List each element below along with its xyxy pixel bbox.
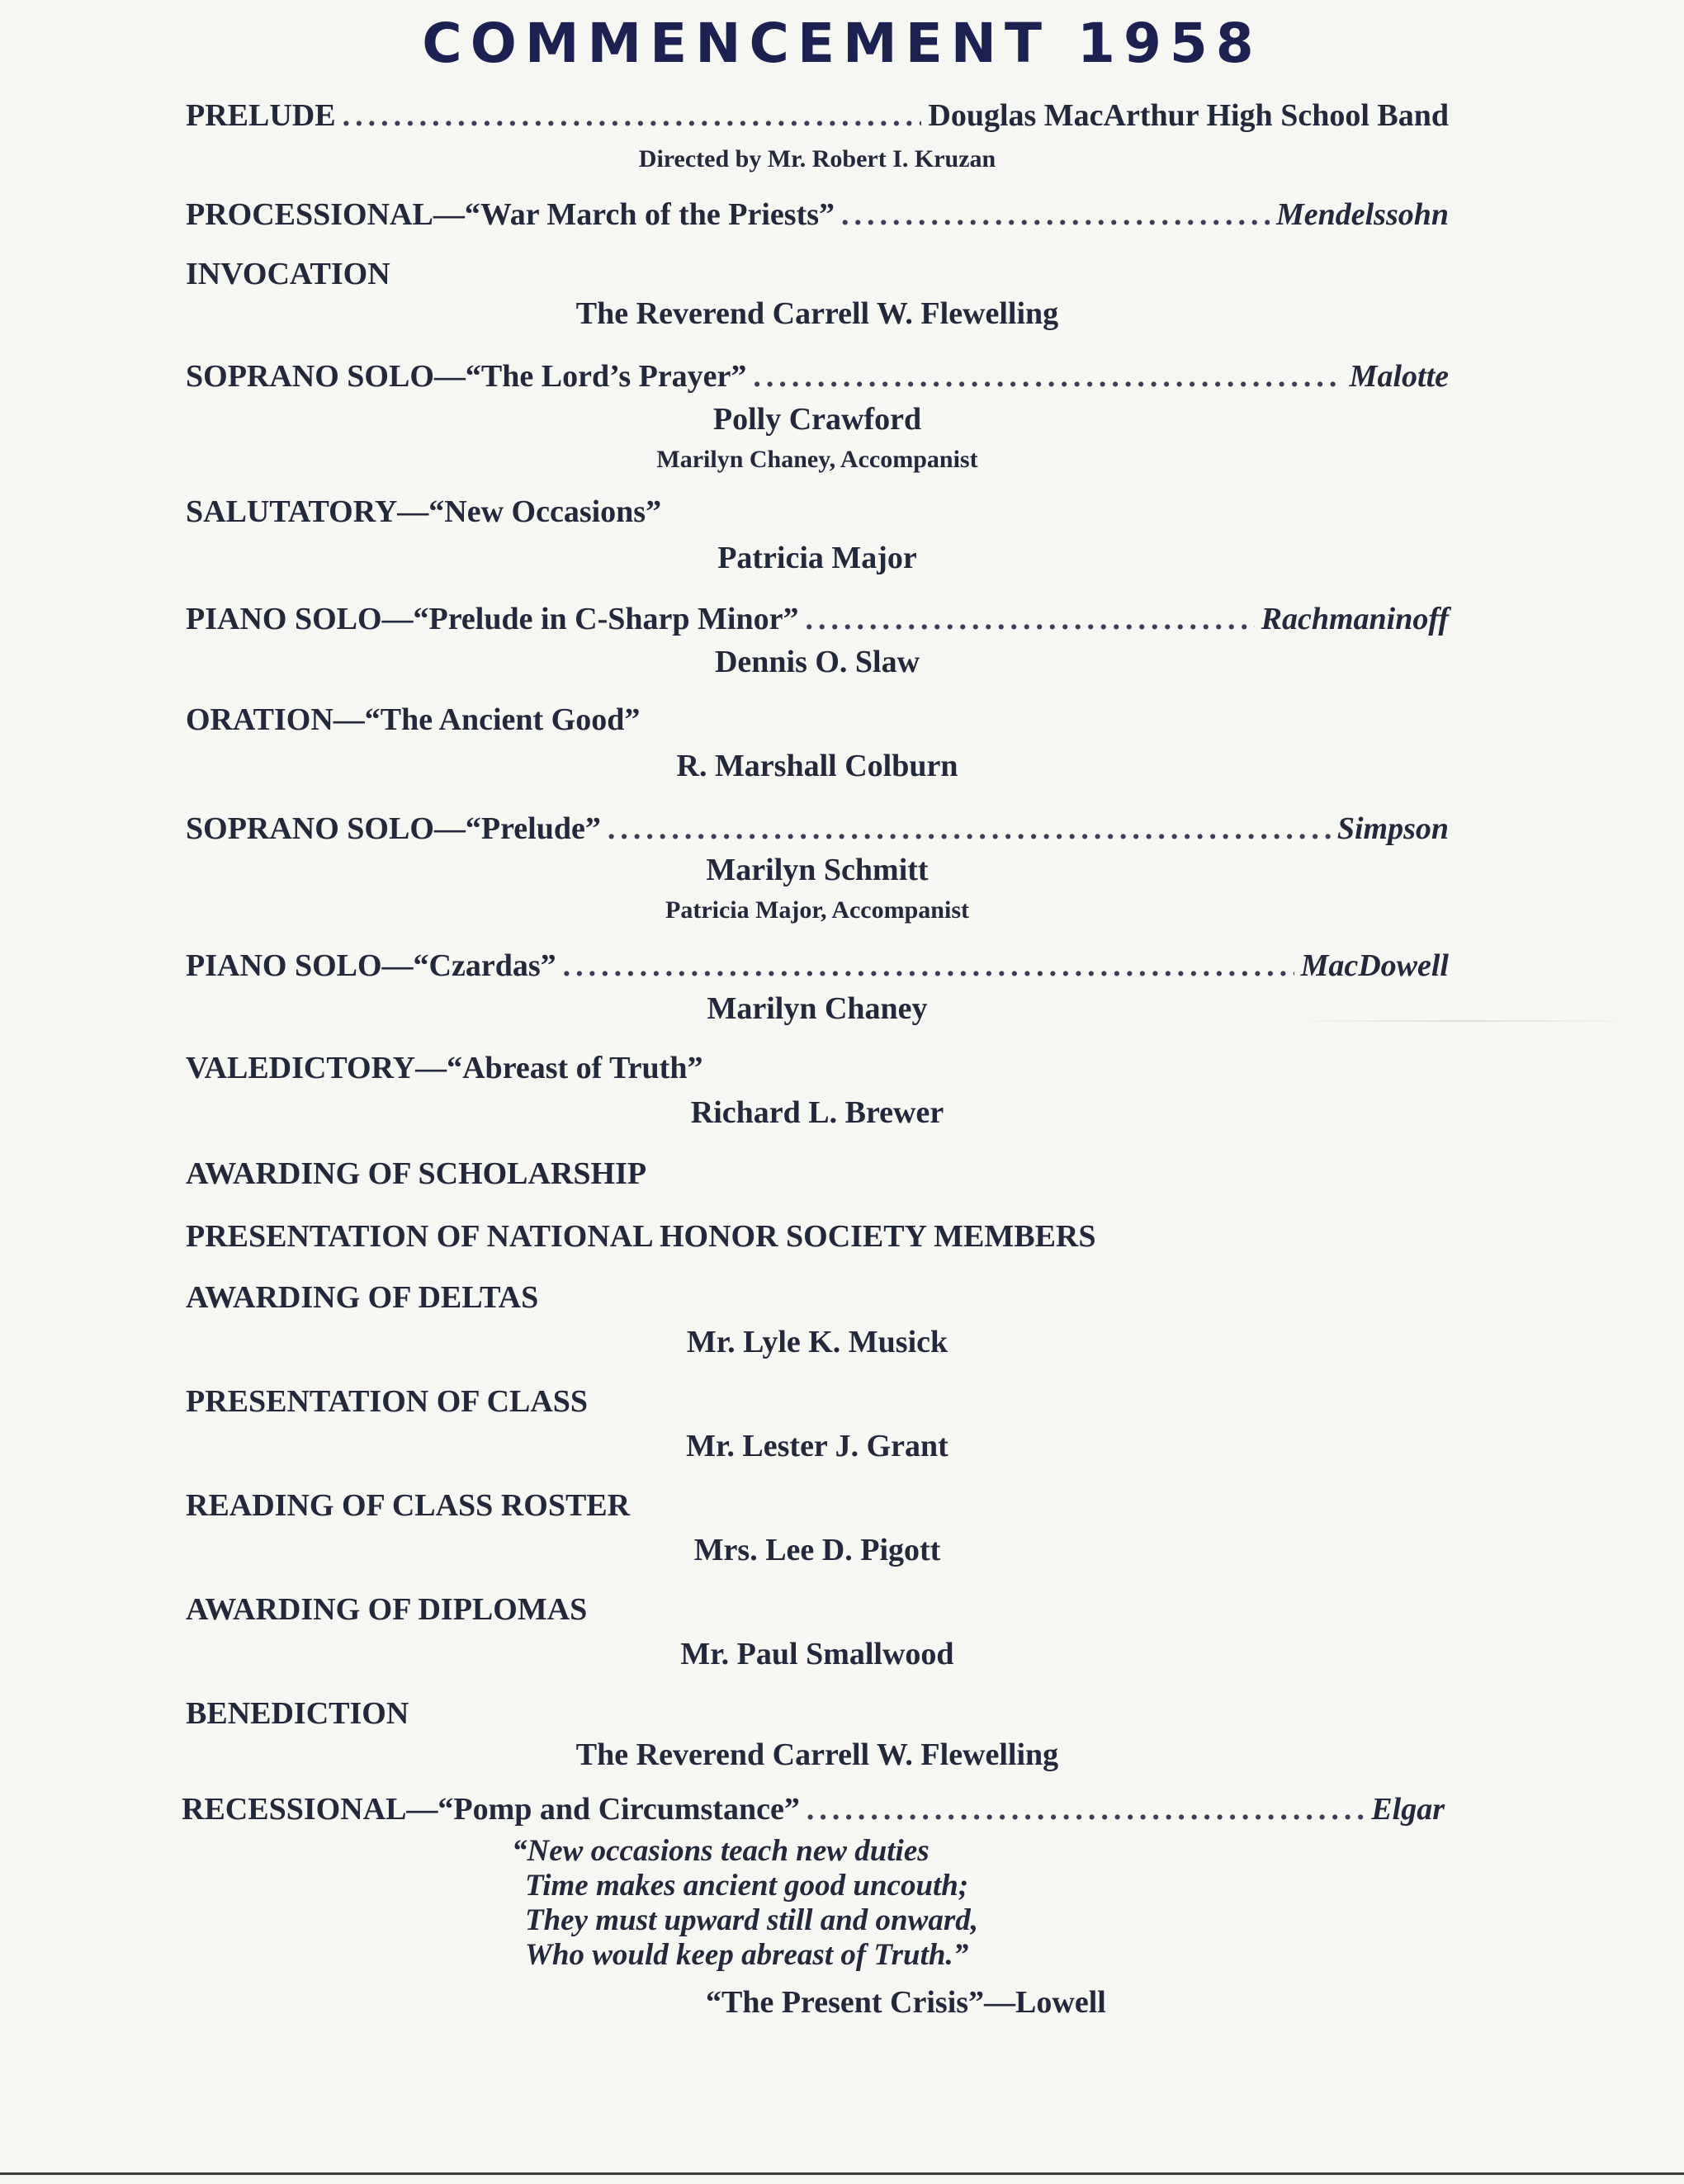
dot-leader	[343, 97, 922, 134]
dot-leader	[807, 1791, 1365, 1827]
soprano-solo-2-label: SOPRANO SOLO—“Prelude”	[186, 811, 601, 846]
soprano-solo-1-performer: Polly Crawford	[712, 402, 922, 437]
dot-leader	[608, 811, 1331, 847]
piano-solo-1-row	[186, 601, 1449, 647]
dot-leader	[563, 948, 1294, 984]
piano-solo-1-composer: Rachmaninoff	[1261, 602, 1449, 636]
page-title: COMMENCEMENT 1958	[422, 12, 1262, 75]
class-roster-person: Mrs. Lee D. Pigott	[693, 1533, 941, 1567]
recessional-row	[182, 1791, 1445, 1837]
processional-label: PROCESSIONAL—“War March of the Priests”	[186, 197, 835, 232]
valedictory-label: VALEDICTORY—“Abreast of Truth”	[186, 1051, 703, 1085]
closing-quote	[512, 1834, 978, 1973]
dot-leader	[841, 196, 1270, 233]
prelude-row	[186, 97, 1449, 144]
soprano-solo-2-composer: Simpson	[1336, 811, 1449, 846]
presentation-class-person: Mr. Lester J. Grant	[686, 1429, 948, 1463]
quote-line: “New occasions teach new duties	[512, 1834, 930, 1868]
soprano-solo-2-row	[186, 811, 1449, 857]
valedictory-person: Richard L. Brewer	[690, 1095, 944, 1130]
quote-line: They must upward still and onward,	[525, 1903, 978, 1937]
processional-row	[186, 196, 1449, 243]
dot-leader	[805, 601, 1254, 637]
soprano-solo-2-accompanist: Patricia Major, Accompanist	[665, 896, 969, 924]
salutatory-person: Patricia Major	[717, 541, 917, 575]
piano-solo-1-label: PIANO SOLO—“Prelude in C-Sharp Minor”	[186, 602, 799, 636]
piano-solo-1-performer: Dennis O. Slaw	[714, 645, 920, 679]
soprano-solo-1-composer: Malotte	[1349, 359, 1449, 394]
diplomas-person: Mr. Paul Smallwood	[680, 1637, 954, 1671]
piano-solo-2-composer: MacDowell	[1300, 948, 1449, 983]
piano-solo-2-performer: Marilyn Chaney	[707, 991, 928, 1026]
paper-fold-crease	[1288, 1020, 1634, 1022]
prelude-performer: Douglas MacArthur High School Band	[928, 98, 1449, 133]
prelude-label: PRELUDE	[186, 98, 336, 133]
prelude-director: Directed by Mr. Robert I. Kruzan	[638, 145, 996, 173]
class-roster-label: READING OF CLASS ROSTER	[186, 1488, 631, 1523]
oration-person: R. Marshall Colburn	[676, 749, 958, 783]
scholarship-label: AWARDING OF SCHOLARSHIP	[186, 1156, 647, 1191]
dot-leader	[753, 358, 1342, 395]
soprano-solo-2-performer: Marilyn Schmitt	[706, 853, 929, 887]
soprano-solo-1-accompanist: Marilyn Chaney, Accompanist	[656, 446, 978, 473]
page-bottom-edge	[0, 2172, 1684, 2175]
deltas-person: Mr. Lyle K. Musick	[686, 1325, 948, 1359]
invocation-person: The Reverend Carrell W. Flewelling	[575, 296, 1059, 331]
quote-line: Who would keep abreast of Truth.”	[525, 1938, 969, 1972]
recessional-label: RECESSIONAL—“Pomp and Circumstance”	[182, 1792, 800, 1827]
deltas-label: AWARDING OF DELTAS	[186, 1280, 539, 1315]
recessional-composer: Elgar	[1371, 1792, 1445, 1827]
processional-composer: Mendelssohn	[1275, 197, 1449, 232]
soprano-solo-1-row	[186, 358, 1449, 404]
quote-line: Time makes ancient good uncouth;	[525, 1869, 969, 1903]
benediction-label: BENEDICTION	[186, 1696, 409, 1731]
oration-label: ORATION—“The Ancient Good”	[186, 702, 641, 737]
honor-society-label: PRESENTATION OF NATIONAL HONOR SOCIETY MEMBERS	[186, 1219, 1096, 1254]
quote-attribution: “The Present Crisis”—Lowell	[706, 1985, 1106, 2020]
invocation-label: INVOCATION	[186, 257, 390, 291]
presentation-class-label: PRESENTATION OF CLASS	[186, 1384, 589, 1419]
soprano-solo-1-label: SOPRANO SOLO—“The Lord’s Prayer”	[186, 359, 747, 394]
diplomas-label: AWARDING OF DIPLOMAS	[186, 1592, 588, 1627]
piano-solo-2-row	[186, 948, 1449, 994]
benediction-person: The Reverend Carrell W. Flewelling	[575, 1737, 1059, 1772]
salutatory-label: SALUTATORY—“New Occasions”	[186, 494, 662, 529]
piano-solo-2-label: PIANO SOLO—“Czardas”	[186, 948, 556, 983]
